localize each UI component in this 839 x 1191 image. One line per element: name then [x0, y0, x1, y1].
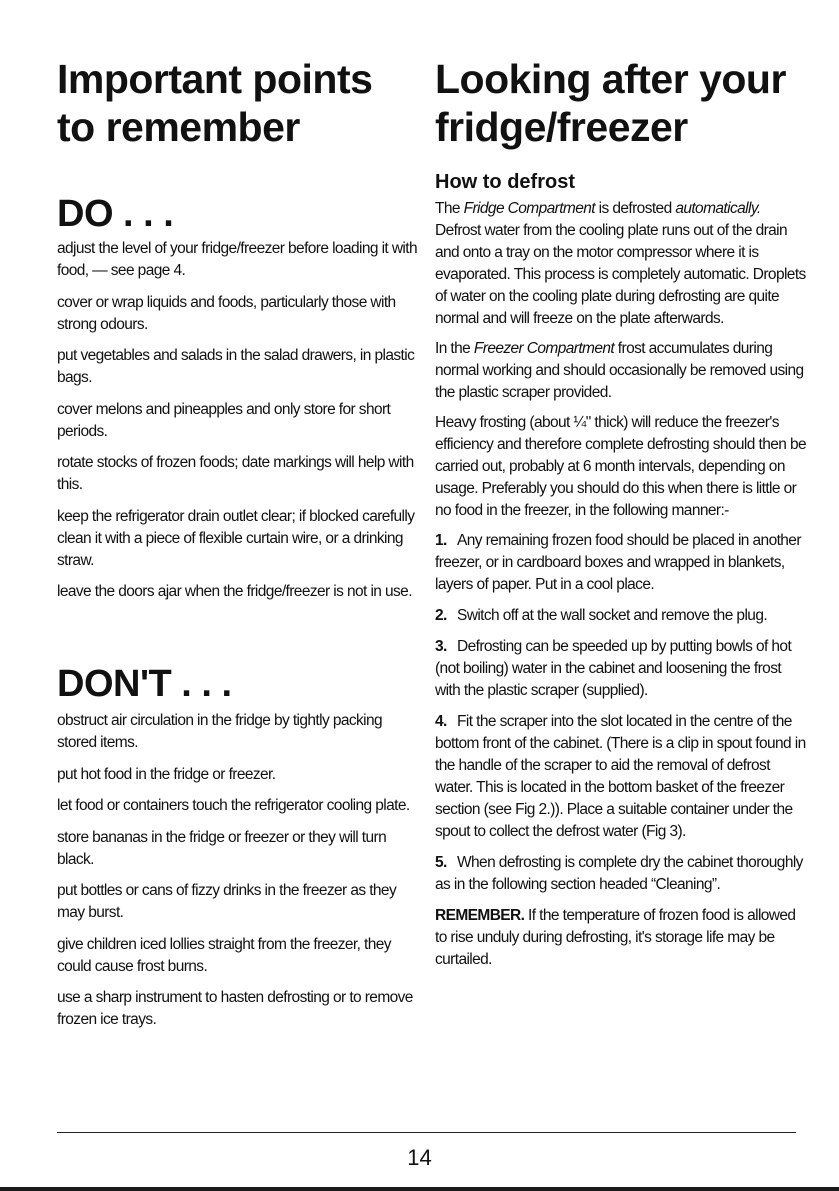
- list-item: cover melons and pineapples and only store for short periods.: [57, 400, 391, 440]
- text-run: In the: [435, 340, 474, 357]
- footer-rule: [57, 1132, 796, 1133]
- list-item: cover or wrap liquids and foods, particularly those with strong odours.: [57, 293, 396, 333]
- step-text: Any remaining frozen food should be placed in another freezer, or in cardboard boxes and wrapped in blankets, layers of paper. Put in a cool place.: [435, 532, 801, 593]
- heading-line: to remember: [57, 104, 300, 150]
- list-item: leave the doors ajar when the fridge/freezer is not in use.: [57, 583, 412, 600]
- defrost-title: How to defrost: [435, 171, 575, 193]
- step-text: Switch off at the wall socket and remove the plug.: [457, 607, 768, 624]
- fridge-compartment-term: Fridge Compartment: [463, 200, 595, 217]
- step-number: 2.: [435, 607, 447, 624]
- defrost-step: [435, 852, 807, 896]
- looking-after-heading: [435, 55, 786, 151]
- remember-label: REMEMBER.: [435, 907, 525, 924]
- list-item: rotate stocks of frozen foods; date markings will help with this.: [57, 454, 414, 493]
- remember-text: If the temperature of frozen food is allowed to rise unduly during defrosting, it's storage life may be curtailed.: [435, 907, 796, 968]
- remember-note: [435, 905, 807, 971]
- text-run: is defrosted: [594, 200, 676, 217]
- list-item: use a sharp instrument to hasten defrosting or to remove frozen ice trays.: [57, 989, 413, 1028]
- step-text: Fit the scraper into the slot located in the centre of the bottom front of the cabinet. (There is a clip in spout found in the handle of the scraper to aid the removal of defrost water. This is located in the bottom basket of the freezer section (see Fig 2.)). Place a suitable container under the spout to collect the defrost water (Fig 3).: [435, 713, 806, 840]
- list-item: obstruct air circulation in the fridge by tightly packing stored items.: [57, 712, 383, 751]
- heading-line: Looking after your: [435, 56, 786, 102]
- step-text: When defrosting is complete dry the cabinet thoroughly as in the following section headed “Cleaning”.: [435, 854, 803, 893]
- text-run: frost accumulates during normal working and should occasionally be removed using the plastic scraper provided.: [435, 340, 804, 401]
- step-number: 3.: [435, 638, 447, 655]
- dont-title: DON'T . . .: [57, 663, 232, 705]
- list-item: store bananas in the fridge or freezer or they will turn black.: [57, 828, 387, 868]
- step-number: 4.: [435, 713, 447, 730]
- list-item: let food or containers touch the refrigerator cooling plate.: [57, 797, 410, 814]
- step-text: Defrosting can be speeded up by putting bowls of hot (not boiling) water in the cabinet and loosening the frost with the plastic scraper (supplied).: [435, 638, 792, 699]
- defrost-step: [435, 605, 807, 627]
- defrost-step: [435, 711, 807, 843]
- text-run: The: [435, 200, 464, 217]
- list-item: put bottles or cans of fizzy drinks in the freezer as they may burst.: [57, 882, 397, 921]
- text-run: Defrost water from the cooling plate runs out of the drain and onto a tray on the motor compressor where it is evaporated. This process is completely automatic. Droplets of water on the cooling plate during defrosting are quite normal and will freeze on the plate afterwards.: [435, 222, 806, 327]
- defrost-step: [435, 636, 807, 702]
- heading-line: fridge/freezer: [435, 104, 688, 150]
- list-item: give children iced lollies straight from the freezer, they could cause frost burns.: [57, 935, 391, 975]
- defrost-step: [435, 530, 807, 596]
- list-item: put vegetables and salads in the salad drawers, in plastic bags.: [57, 347, 415, 386]
- do-title: DO . . .: [57, 193, 174, 235]
- do-list: [57, 238, 417, 613]
- step-number: 5.: [435, 854, 447, 871]
- freezer-paragraph: [435, 338, 807, 404]
- heavy-frosting-paragraph: Heavy frosting (about ¼" thick) will reduce the freezer's efficiency and therefore complete defrosting should then be carried out, probably at 6 month intervals, depending on usage. Preferably you should do this when there is little or no food in the freezer, in the following manner:-: [435, 414, 807, 519]
- freezer-compartment-term: Freezer Compartment: [473, 340, 615, 357]
- fridge-paragraph: [435, 198, 807, 330]
- heading-line: Important points: [57, 56, 373, 102]
- list-item: keep the refrigerator drain outlet clear; if blocked carefully clean it with a piece of flexible curtain wire, or a drinking straw.: [57, 507, 415, 569]
- step-number: 1.: [435, 532, 447, 549]
- dont-list: [57, 710, 417, 1041]
- page-number: 14: [407, 1145, 432, 1170]
- defrost-section: [435, 170, 807, 979]
- important-points-heading: [57, 55, 372, 151]
- automatically-term: automatically.: [675, 200, 761, 217]
- list-item: adjust the level of your fridge/freezer before loading it with food, — see page 4.: [57, 240, 417, 279]
- list-item: put hot food in the fridge or freezer.: [57, 765, 276, 783]
- scan-bottom-edge: [0, 1187, 839, 1191]
